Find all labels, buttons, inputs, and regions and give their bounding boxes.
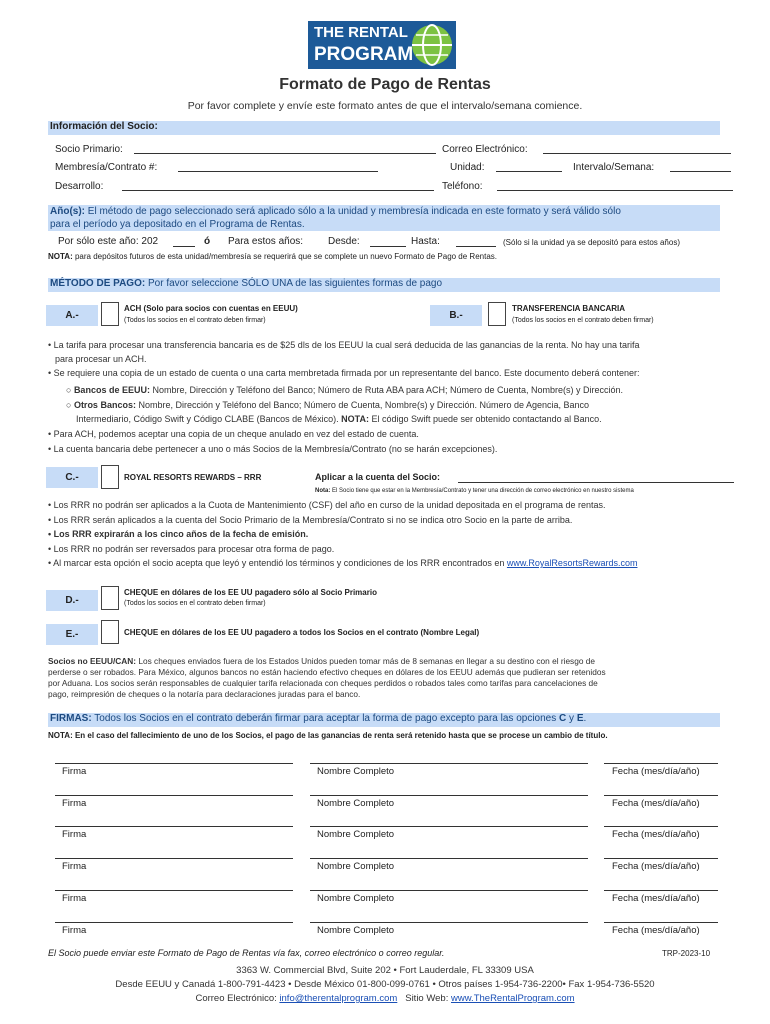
signature-label: Firma [62, 766, 87, 777]
globe-icon [410, 23, 454, 67]
full-name-line[interactable] [310, 890, 588, 891]
page-subtitle: Por favor complete y envíe este formato antes de que el intervalo/semana comience. [187, 100, 583, 112]
option-c-socio-field[interactable] [458, 482, 734, 483]
full-name-label: Nombre Completo [317, 798, 395, 809]
nota-deposito: (Sólo si la unidad ya se depositó para estos años) [503, 238, 680, 247]
signature-line[interactable] [55, 922, 293, 923]
royal-rewards-link[interactable]: www.RoyalResortsRewards.com [506, 558, 638, 568]
footer-address: 3363 W. Commercial Blvd, Suite 202 • Fort Lauderdale, FL 33309 USA [236, 965, 534, 976]
option-b-checkbox[interactable] [488, 302, 506, 326]
date-label: Fecha (mes/día/año) [612, 893, 700, 904]
socio-section-header [48, 121, 720, 135]
list-item: • Los RRR no podrán ser aplicados a la Cuota de Mantenimiento (CSF) del año en curso de la unidad depositada en el programa de rentas. [48, 500, 606, 510]
socios-no-eeuu: Socios no EEUU/CAN: Los cheques enviados fuera de los Estados Unidos pueden tomar más de 8 semanas en llegar a su destino con el riesgo de perderse o ser robados. Para México, algunos bancos no están haciendo efectivo cheques en dólares de los EEUU además que pudieran ser retenidos por Aduana. Los socios serán responsables de cualquier tarifa relacionada con cheques perdidos o robados tales como tarifas para cancelaciones de pago, reimpresión de cheques o la notaría para declaraciones juradas para el banco. [48, 656, 606, 699]
socio-heading: Información del Socio: [50, 121, 158, 132]
full-name-line[interactable] [310, 826, 588, 827]
anos-heading-bold: Año(s): [50, 206, 85, 217]
date-label: Fecha (mes/día/año) [612, 829, 700, 840]
list-item: • Los RRR no podrán ser reversados para procesar otra forma de pago. [48, 544, 335, 554]
hasta-field[interactable] [456, 246, 496, 247]
email-link[interactable]: info@therentalprogram.com [279, 993, 398, 1004]
list-item: para procesar un ACH. [55, 354, 147, 364]
solo-este-field[interactable] [173, 246, 195, 247]
option-e-label: E.- [46, 624, 98, 645]
option-e-checkbox[interactable] [101, 620, 119, 644]
signature-line[interactable] [55, 826, 293, 827]
membresia-label: Membresía/Contrato #: [55, 162, 158, 173]
logo-line2: PROGRAM [314, 44, 414, 65]
form-code: TRP-2023-10 [662, 949, 711, 958]
telefono-label: Teléfono: [442, 181, 483, 192]
socio-primario-label: Socio Primario: [55, 144, 123, 155]
date-label: Fecha (mes/día/año) [612, 861, 700, 872]
full-name-label: Nombre Completo [317, 925, 395, 936]
footer-phones: Desde EEUU y Canadá 1-800-791-4423 • Desde México 01-800-099-0761 • Otros países 1-954-736-2200• Fax 1-954-736-5520 [115, 979, 655, 990]
desde-label: Desde: [328, 236, 360, 247]
full-name-line[interactable] [310, 763, 588, 764]
option-c-checkbox[interactable] [101, 465, 119, 489]
telefono-field[interactable] [497, 190, 733, 191]
anos-heading-text2: para el período ya depositado en el Programa de Rentas. [50, 219, 305, 230]
option-b-title: TRANSFERENCIA BANCARIA [512, 304, 626, 313]
list-item: • Los RRR expirarán a los cinco años de la fecha de emisión. [48, 529, 309, 539]
signature-line[interactable] [55, 763, 293, 764]
date-line[interactable] [604, 858, 718, 859]
option-b-label: B.- [430, 305, 482, 326]
footer-envio: El Socio puede enviar este Formato de Pago de Rentas vía fax, correo electrónico o correo regular. [48, 948, 445, 958]
metodo-section-header [48, 278, 720, 292]
full-name-label: Nombre Completo [317, 893, 395, 904]
anos-section-header [48, 205, 720, 231]
intervalo-label: Intervalo/Semana: [573, 162, 655, 173]
signature-line[interactable] [55, 858, 293, 859]
hasta-label: Hasta: [411, 236, 440, 247]
unidad-field[interactable] [496, 171, 562, 172]
option-c-note: Nota: El Socio tiene que estar en la Membresía/Contrato y tener una dirección de correo electrónico en nuestro sistema [315, 488, 634, 494]
full-name-label: Nombre Completo [317, 829, 395, 840]
metodo-heading-text: Por favor seleccione SÓLO UNA de las siguientes formas de pago [147, 278, 443, 289]
website-link[interactable]: www.TheRentalProgram.com [451, 993, 575, 1004]
option-a-checkbox[interactable] [101, 302, 119, 326]
logo-line1: THE RENTAL [314, 24, 408, 41]
date-line[interactable] [604, 795, 718, 796]
date-line[interactable] [604, 763, 718, 764]
anos-heading-text: El método de pago seleccionado será aplicado sólo a la unidad y membresía indicada en este formato y será válido sólo [87, 206, 621, 217]
signature-label: Firma [62, 798, 87, 809]
option-e-title: CHEQUE en dólares de los EE UU pagadero a todos los Socios en el contrato (Nombre Legal) [124, 628, 480, 637]
list-item: • Se requiere una copia de un estado de cuenta o una carta membretada firmada por un representante del banco. Este documento deberá contener: [48, 368, 640, 378]
desde-field[interactable] [370, 246, 406, 247]
date-line[interactable] [604, 890, 718, 891]
list-item: • La cuenta bancaria debe pertenecer a uno o más Socios de la Membresía/Contrato (no se harán excepciones). [48, 444, 498, 454]
signature-label: Firma [62, 925, 87, 936]
company-logo [308, 21, 456, 69]
desarrollo-label: Desarrollo: [55, 181, 104, 192]
desarrollo-field[interactable] [122, 190, 434, 191]
option-d-sub: (Todos los socios en el contrato deben firmar) [124, 600, 266, 607]
full-name-line[interactable] [310, 922, 588, 923]
firmas-nota: NOTA: En el caso del fallecimiento de uno de los Socios, el pago de las ganancias de renta será retenido hasta que se procese un cambio de título. [48, 731, 608, 740]
correo-field[interactable] [543, 153, 731, 154]
signature-label: Firma [62, 893, 87, 904]
option-a-title: ACH (Solo para socios con cuentas en EEUU) [124, 304, 298, 313]
firmas-section-header: FIRMAS: Todos los Socios en el contrato deberán firmar para aceptar la forma de pago excepto para las opciones C y E. [48, 713, 720, 727]
list-item: Intermediario, Código Swift y Código CLABE (Bancos de México). NOTA: El código Swift puede ser obtenido contactando al Banco. [76, 414, 602, 424]
list-item: • La tarifa para procesar una transferencia bancaria es de $25 dls de los EEUU la cual será deducida de las ganancias de la renta. No hay una tarifa [48, 340, 640, 350]
option-c-label: C.- [46, 467, 98, 488]
membresia-field[interactable] [178, 171, 378, 172]
footer-contact: Correo Electrónico: info@therentalprogram.com Sitio Web: www.TheRentalProgram.com [195, 993, 575, 1004]
option-c-title: ROYAL RESORTS REWARDS – RRR [124, 473, 262, 482]
metodo-heading-bold: MÉTODO DE PAGO: [50, 278, 146, 289]
correo-label: Correo Electrónico: [442, 144, 528, 155]
date-line[interactable] [604, 922, 718, 923]
signature-label: Firma [62, 861, 87, 872]
date-label: Fecha (mes/día/año) [612, 798, 700, 809]
date-line[interactable] [604, 826, 718, 827]
option-a-label: A.- [46, 305, 98, 326]
solo-este-label: Por sólo este año: 202 [58, 236, 159, 247]
list-item: • Al marcar esta opción el socio acepta que leyó y entendió los términos y condiciones de los RRR encontrados en www.RoyalResortsRewards.com [48, 558, 638, 568]
page-title: Formato de Pago de Rentas [279, 76, 491, 93]
list-item: • Los RRR serán aplicados a la cuenta del Socio Primario de la Membresía/Contrato si no se indica otro Socio en la parte de arriba. [48, 515, 573, 525]
full-name-label: Nombre Completo [317, 861, 395, 872]
list-item: • Para ACH, podemos aceptar una copia de un cheque anulado en vez del estado de cuenta. [48, 429, 419, 439]
option-a-sub: (Todos los socios en el contrato deben firmar) [124, 317, 266, 324]
unidad-label: Unidad: [450, 162, 485, 173]
date-label: Fecha (mes/día/año) [612, 766, 700, 777]
signature-line[interactable] [55, 890, 293, 891]
intervalo-field[interactable] [670, 171, 731, 172]
date-label: Fecha (mes/día/año) [612, 925, 700, 936]
option-c-apply-label: Aplicar a la cuenta del Socio: [315, 472, 441, 482]
list-item: ○ Bancos de EEUU: Nombre, Dirección y Teléfono del Banco; Número de Ruta ABA para ACH; Número de Cuenta, Nombre(s) y Dirección. [66, 385, 624, 395]
full-name-line[interactable] [310, 795, 588, 796]
anos-nota-bold: NOTA: [48, 252, 73, 261]
option-d-title: CHEQUE en dólares de los EE UU pagadero sólo al Socio Primario [124, 588, 377, 597]
full-name-label: Nombre Completo [317, 766, 395, 777]
anos-nota [48, 252, 497, 261]
signature-label: Firma [62, 829, 87, 840]
option-d-label: D.- [46, 590, 98, 611]
option-d-checkbox[interactable] [101, 586, 119, 610]
list-item: ○ Otros Bancos: Nombre, Dirección y Teléfono del Banco; Número de Cuenta, Nombre(s) y Dirección. Número de Agencia, Banco [66, 400, 590, 410]
or-label: ó [204, 236, 211, 247]
option-b-sub: (Todos los socios en el contrato deben firmar) [512, 317, 654, 324]
signature-line[interactable] [55, 795, 293, 796]
para-estos-label: Para estos años: [228, 236, 304, 247]
anos-nota-text: para depósitos futuros de esta unidad/membresía se requerirá que se complete un nuevo Formato de Pago de Rentas. [74, 252, 497, 261]
socio-primario-field[interactable] [134, 153, 436, 154]
full-name-line[interactable] [310, 858, 588, 859]
